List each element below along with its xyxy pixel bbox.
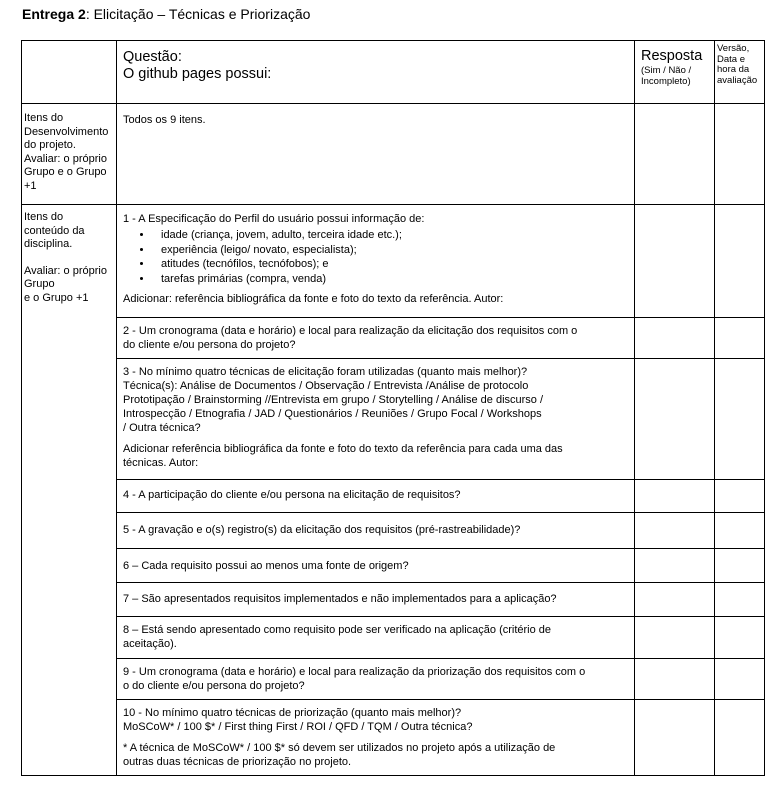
list-item: • tarefas primárias (compra, venda): [153, 272, 628, 287]
group-label-line: Itens do: [24, 112, 64, 124]
response-cell[interactable]: [635, 549, 715, 583]
version-cell[interactable]: [715, 205, 765, 318]
question-text: Introspecção / Etnografia / JAD / Questionários / Reuniões / Grupo Focal / Workshops: [123, 408, 542, 420]
table-row: [22, 359, 765, 480]
table-row: [22, 318, 765, 359]
table-row: [22, 583, 765, 617]
response-options-line: Incompleto): [641, 75, 691, 87]
reference-note: Adicionar: referência bibliográfica da fonte e foto do texto da referência. Autor:: [123, 293, 504, 305]
table-row: [22, 700, 765, 776]
header-empty-cell: [22, 41, 117, 104]
evaluation-table: [21, 40, 765, 776]
group-label-line: Avaliar: o próprio: [24, 152, 107, 165]
response-cell[interactable]: [635, 104, 715, 205]
response-options-line: (Sim / Não /: [641, 65, 692, 76]
group-label-line: disciplina.: [24, 238, 73, 250]
group-label-cell: [22, 205, 117, 776]
question-text: MoSCoW* / 100 $* / First thing First / ROI / QFD / TQM / Outra técnica?: [123, 721, 473, 733]
question-cell: [117, 104, 635, 205]
question-cell: [117, 205, 635, 318]
list-item: • experiência (leigo/ novato, especialista);: [153, 243, 628, 258]
group-label-line: e o Grupo +1: [24, 291, 89, 304]
version-cell[interactable]: [715, 700, 765, 776]
response-cell[interactable]: [635, 700, 715, 776]
question-text: aceitação).: [123, 638, 177, 650]
response-cell[interactable]: [635, 205, 715, 318]
question-cell: [117, 318, 635, 359]
response-title: Resposta: [641, 48, 703, 64]
version-cell[interactable]: [715, 617, 765, 659]
question-text: Técnica(s): Análise de Documentos / Observação / Entrevista /Análise de protocolo: [123, 380, 529, 392]
question-text: 9 - Um cronograma (data e horário) e local para realização da priorização dos requisitos com o: [123, 666, 586, 678]
response-cell[interactable]: [635, 583, 715, 617]
question-text: 2 - Um cronograma (data e horário) e local para realização da elicitação dos requisitos com o: [123, 325, 578, 337]
table-row: [22, 104, 765, 205]
version-cell[interactable]: [715, 583, 765, 617]
question-text: 3 - No mínimo quatro técnicas de elicitação foram utilizadas (quanto mais melhor)?: [123, 366, 528, 378]
version-line: Data e: [717, 53, 745, 65]
question-cell: [117, 659, 635, 700]
table-row: [22, 205, 765, 318]
version-cell[interactable]: [715, 480, 765, 513]
question-text: Prototipação / Brainstorming //Entrevista em grupo / Storytelling / Análise de discurso /: [123, 394, 544, 406]
question-cell: [117, 480, 635, 513]
version-cell[interactable]: [715, 549, 765, 583]
version-cell[interactable]: [715, 318, 765, 359]
question-text: 6 – Cada requisito possui ao menos uma fonte de origem?: [123, 560, 409, 572]
question-cell: [117, 617, 635, 659]
document-heading: [22, 6, 310, 22]
list-item: • idade (criança, jovem, adulto, terceira idade etc.);: [153, 228, 628, 243]
version-line: avaliação: [717, 74, 758, 86]
question-cell: [117, 513, 635, 549]
group-label-line: Itens do: [24, 211, 64, 223]
response-cell[interactable]: [635, 617, 715, 659]
heading-bold: Entrega 2: [22, 6, 86, 22]
question-text: 10 - No mínimo quatro técnicas de priorização (quanto mais melhor)?: [123, 707, 462, 719]
response-cell[interactable]: [635, 659, 715, 700]
version-cell[interactable]: [715, 513, 765, 549]
question-text: 1 - A Especificação do Perfil do usuário possui informação de:: [123, 213, 425, 225]
table-row: [22, 549, 765, 583]
version-cell[interactable]: [715, 659, 765, 700]
table-row: [22, 659, 765, 700]
question-header-cell: [117, 41, 635, 104]
version-cell[interactable]: [715, 104, 765, 205]
group-label-line: Desenvolvimento: [24, 125, 109, 138]
footnote-text: outras duas técnicas de priorização no projeto.: [123, 756, 352, 768]
version-line: Versão,: [717, 43, 750, 54]
question-cell: [117, 583, 635, 617]
question-text: 8 – Está sendo apresentado como requisito pode ser verificado na aplicação (critério de: [123, 624, 552, 636]
reference-note: Adicionar referência bibliográfica da fonte e foto do texto da referência para cada uma das: [123, 443, 563, 455]
version-header-cell: [715, 41, 765, 104]
question-subject: O github pages possui:: [123, 66, 272, 82]
question-text: Todos os 9 itens.: [123, 114, 206, 126]
response-cell[interactable]: [635, 513, 715, 549]
table-row: [22, 513, 765, 549]
question-label: Questão:: [123, 49, 182, 65]
heading-rest: : Elicitação – Técnicas e Priorização: [85, 6, 311, 22]
response-cell[interactable]: [635, 359, 715, 480]
question-cell: [117, 700, 635, 776]
question-text: o do cliente e/ou persona do projeto?: [123, 680, 305, 692]
question-text: 5 - A gravação e o(s) registro(s) da elicitação dos requisitos (pré-rastreabilidade)?: [123, 524, 521, 536]
table-row: [22, 480, 765, 513]
question-cell: [117, 359, 635, 480]
group-label-cell: [22, 104, 117, 205]
question-text: 7 – São apresentados requisitos implementados e não implementados para a aplicação?: [123, 593, 557, 605]
version-cell[interactable]: [715, 359, 765, 480]
response-cell[interactable]: [635, 318, 715, 359]
table-row: [22, 617, 765, 659]
group-label-line: Grupo e o Grupo: [24, 166, 107, 178]
question-text: do cliente e/ou persona do projeto?: [123, 339, 296, 351]
group-label-line: do projeto.: [24, 139, 76, 151]
group-label-line: conteúdo da: [24, 224, 85, 237]
question-cell: [117, 549, 635, 583]
response-header-cell: [635, 41, 715, 104]
response-cell[interactable]: [635, 480, 715, 513]
version-line: hora da: [717, 64, 750, 75]
footnote-text: * A técnica de MoSCoW* / 100 $* só devem ser utilizados no projeto após a utilização de: [123, 742, 556, 754]
table-header-row: [22, 41, 765, 104]
group-label-line: Avaliar: o próprio: [24, 264, 107, 277]
profile-bullet-list: [123, 228, 628, 286]
group-label-line: +1: [24, 179, 37, 192]
group-label-line: Grupo: [24, 278, 55, 290]
question-text: / Outra técnica?: [123, 422, 201, 434]
question-text: 4 - A participação do cliente e/ou persona na elicitação de requisitos?: [123, 489, 461, 501]
list-item: • atitudes (tecnófilos, tecnófobos); e: [153, 257, 628, 272]
reference-note: técnicas. Autor:: [123, 457, 199, 469]
